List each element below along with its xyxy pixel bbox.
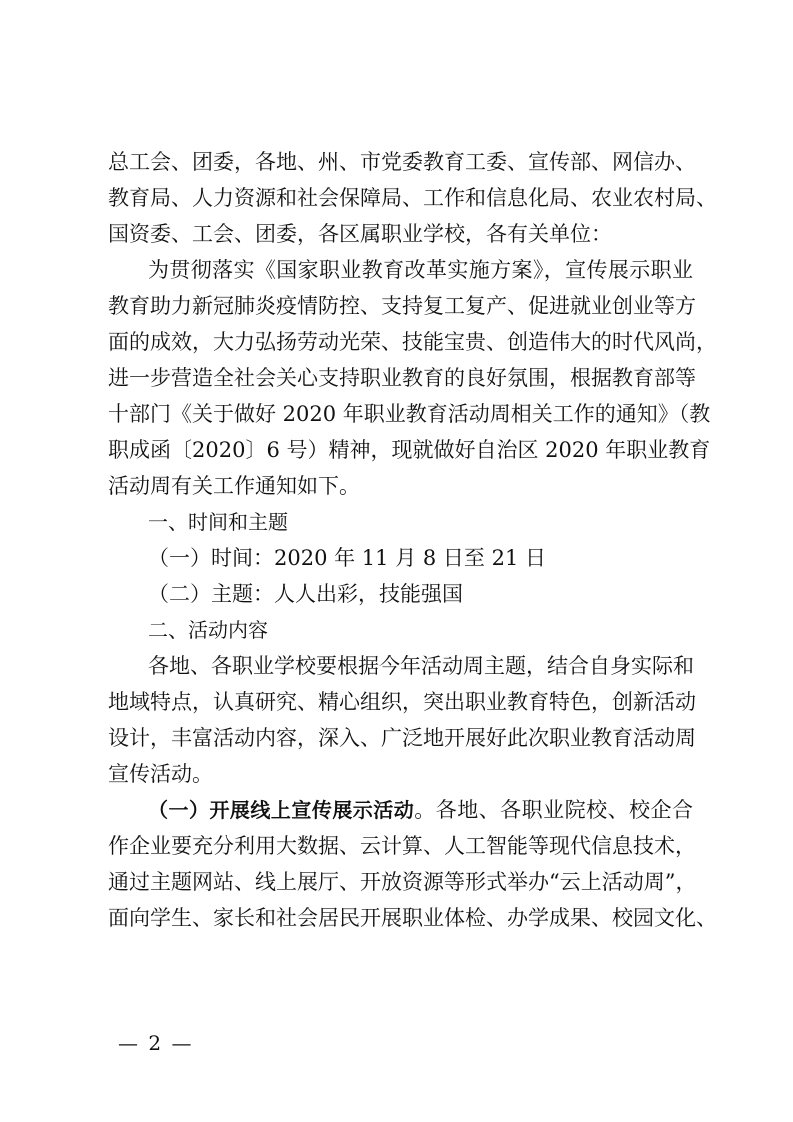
text-line: 面向学生、家长和社会居民开展职业体检、办学成果、校园文化、 <box>108 906 717 930</box>
text-line: 教育局、人力资源和社会保障局、工作和信息化局、农业农村局、 <box>108 186 717 210</box>
text-line: （一）时间：2020 年 11 月 8 日至 21 日 <box>148 546 546 570</box>
text-line: 通过主题网站、线上展厅、开放资源等形式举办“云上活动周”， <box>108 870 697 894</box>
text-line: 总工会、团委，各地、州、市党委教育工委、宣传部、网信办、 <box>108 150 696 174</box>
text-line: 活动周有关工作通知如下。 <box>108 474 360 498</box>
page-number: — 2 — <box>118 1031 194 1055</box>
text-line: 地域特点，认真研究、精心组织，突出职业教育特色，创新活动 <box>108 690 696 714</box>
text-line: 面的成效，大力弘扬劳动光荣、技能宝贵、创造伟大的时代风尚， <box>108 330 717 354</box>
section-heading: 二、活动内容 <box>148 618 268 642</box>
bold-subheading: （一）开展线上宣传展示活动 <box>148 798 415 822</box>
text-line: 十部门《关于做好 2020 年职业教育活动周相关工作的通知》（教 <box>108 402 711 426</box>
text-line: 国资委、工会、团委，各区属职业学校，各有关单位： <box>108 222 612 246</box>
document-body <box>108 144 717 936</box>
text-line: 设计，丰富活动内容，深入、广泛地开展好此次职业教育活动周 <box>108 726 696 750</box>
text-line: 教育助力新冠肺炎疫情防控、支持复工复产、促进就业创业等方 <box>108 294 696 318</box>
text-line: 为贯彻落实《国家职业教育改革实施方案》，宣传展示职业 <box>148 258 693 282</box>
section-heading: 一、时间和主题 <box>148 510 288 534</box>
text-line-with-bold-lead <box>108 792 693 828</box>
text-line: 宣传活动。 <box>108 762 213 786</box>
text-line: 进一步营造全社会关心支持职业教育的良好氛围，根据教育部等 <box>108 366 696 390</box>
text-line: 各地、各职业学校要根据今年活动周主题，结合自身实际和 <box>148 654 694 678</box>
text-line: 职成函〔2020〕6 号）精神，现就做好自治区 2020 年职业教育 <box>108 438 711 462</box>
text-run: 。各地、各职业院校、校企合 <box>414 798 694 822</box>
text-line: （二）主题：人人出彩，技能强国 <box>148 582 463 606</box>
text-line: 作企业要充分利用大数据、云计算、人工智能等现代信息技术， <box>108 834 696 858</box>
